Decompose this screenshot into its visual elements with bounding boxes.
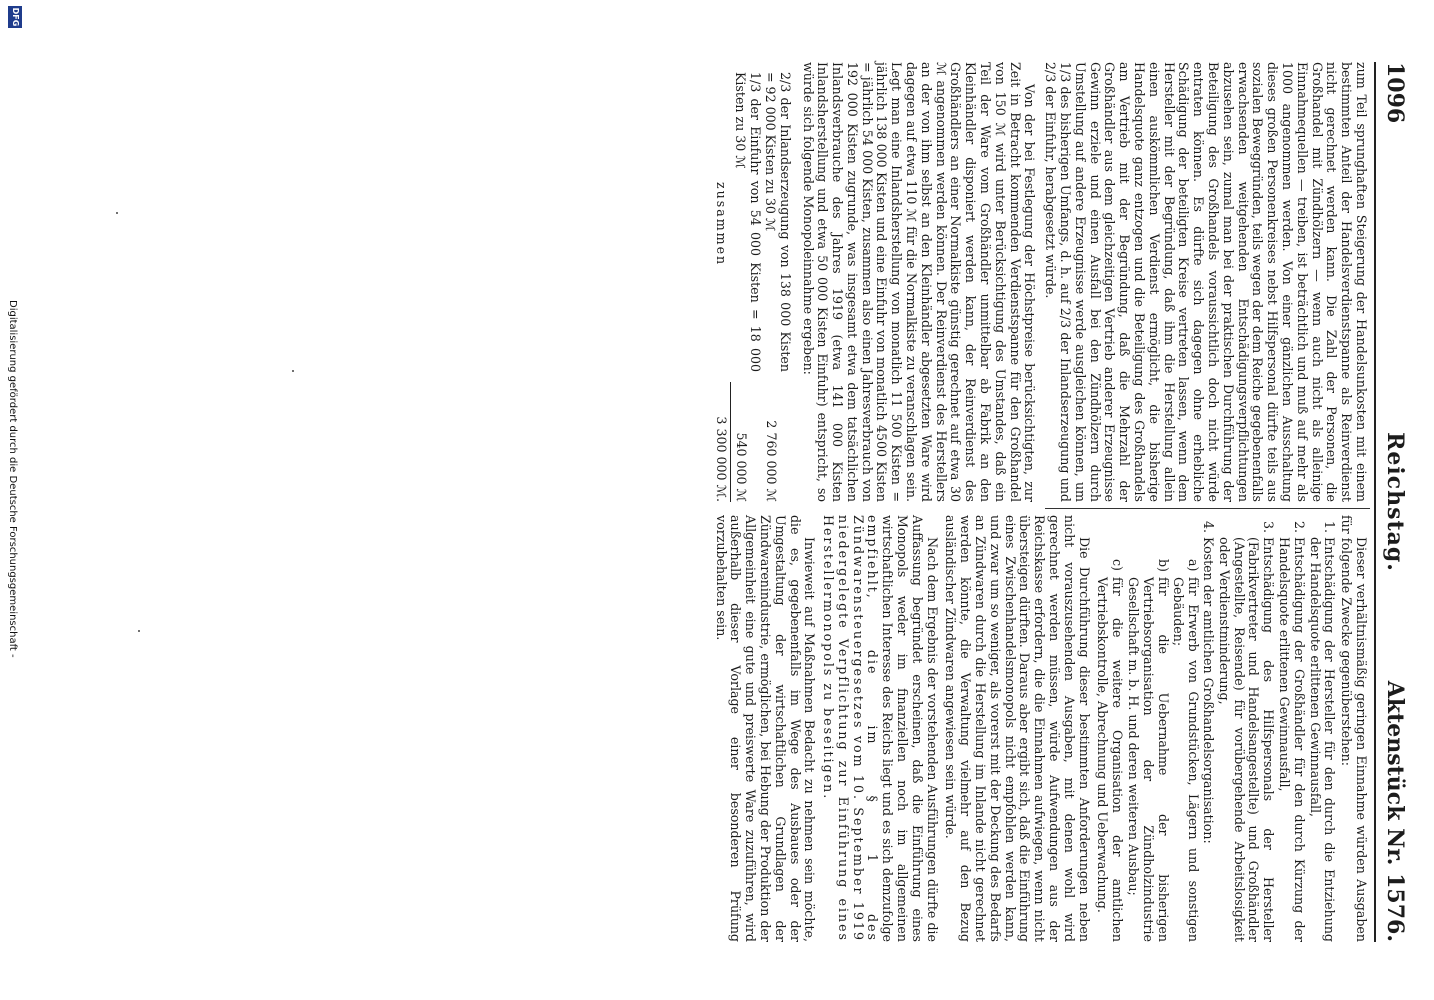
list-item: 3. Entschädigung des Hilfspersonals der Hersteller (Fabrikvertreter und Handelsangestellte) und Großhändler (Angestellte, Reisende) für vorübergehende Arbeitslosigkeit oder Verdienstminderung, [1216,521,1277,942]
left-paragraph-1: zum Teil sprunghaften Steigerung der Handelsunkosten mit einem bestimmten Anteil der Handelsverdienstspanne als Reinverdienst nicht gerechnet werden kann. Die Zahl der Personen, die Großhandel mit Zündhölzern — wenn auch nicht als alleinige Einnahmequellen — treiben, ist beträchtlich und muß auf mehr als 1000 angenommen werden. Von einer gänzlichen Ausschaltung dieses großen Personenkreises nebst Hilfspersonal dürfte teils aus sozialen Beweggründen, teils wegen der dem Reiche gegebenenfalls erwachsenden weitgehenden Entschädigungsverpflichtungen abzusehen sein, zumal man bei der praktischen Durchführung der Beteiligung des Großhandels voraussichtlich doch nicht würde entraten können. Es dürfte sich dagegen ohne erhebliche Schädigung der beteiligten Kreise vertreten lassen, wenn dem Hersteller mit der Begründung, daß ihm die Herstellung allein einen auskömmlichen Verdienst ermöglicht, die bisherige Handelsquote ganz entzogen und die Beteiligung des Großhandels am Vertrieb mit der Begründung, daß die Mehrzahl der Großhändler aus dem gleichzeitigen Vertrieb anderer Erzeugnisse Gewinn erziele und einen Ausfall bei den Zündhölzern durch Umstellung auf andere Erzeugnisse werde ausgleichen können, um 1/3 des bisherigen Umfangs, d. h. auf 2/3 der Inlandserzeugung und 2/3 der Einfuhr, herabgesetzt würde. [1043,62,1369,502]
dfg-logo: DFG [8,6,22,28]
sub-list-item: a) für Erwerb von Grundstücken, Lägern und sonstigen Gebäuden; [1171,559,1202,942]
recommendation-spaced: empfiehlt, die im § 1 des Zündwarensteuergesetzes vom 10. September 1919 niedergelegte Verpflichtung zur Einführung eines Herstellermonopols zu beseitigen. [821,515,881,942]
list-item: 4. Kosten der amtlichen Großhandelsorganisation: a) für Erwerb von Grundstücken, Lägern und sonstigen Gebäuden; b) für die Uebernahme der bisherigen Vertriebsorganisation der Zündholzindustrie Gesellschaft m. b. H. und deren weiteren Ausbau; c) für die weitere Organisation der amtlichen Vertriebskontrolle, Abrechnung und Ueberwachung. [1095,521,1217,942]
calc-row-import-value: 540 000 ℳ [733,432,749,502]
calc-row-total [712,62,728,502]
page-header [1372,62,1414,942]
calc-total-label: zusammen [713,182,729,267]
right-paragraph-2: Die Durchführung dieser bestimmten Anforderungen neben nicht vorauszusehenden Ausgaben, mit denen wohl wird gerechnet werden müssen, würde Aufwendungen aus der Reichskasse erfordern, die die Einnahmen aufwiegen, wenn nicht übersteigen dürften. Daraus aber ergibt sich, daß die Einführung eines Zwischenhandelsmonopols nicht empfohlen werden kann, und zwar um so weniger, als vorerst mit der Deckung des Bedarfs an Zündwaren durch die Herstellung im Inlande nicht gerechnet werden könnte, die Verwaltung vielmehr auf den Bezug ausländischer Zündwaren angewiesen sein würde. [943,515,1092,942]
sub-list-item: b) für die Uebernahme der bisherigen Vertriebsorganisation der Zündholzindustrie Gesellschaft m. b. H. und deren weiteren Ausbau; [1126,559,1171,942]
revenue-calculation [712,62,792,502]
scan-speck [292,370,294,372]
right-intro: Dieser verhältnismäßig geringen Einnahme würden Ausgaben für folgende Zwecke gegenüberstehen: [1339,515,1369,942]
calc-row-domestic-value: 2 760 000 ℳ [763,420,779,502]
scan-speck [138,630,140,632]
header-title: Reichstag. [1382,432,1408,572]
list-item: 1. Entschädigung der Hersteller für den durch die Entziehung der Handelsquote erlittenen Gewinnausfall, [1307,521,1338,942]
header-document-number: Aktenstück Nr. 1576. [1382,680,1408,942]
sub-list-item: c) für die weitere Organisation der amtlichen Vertriebskontrolle, Abrechnung und Ueberwachung. [1095,559,1126,942]
calc-row-import-label: 1/3 der Einfuhr von 54 000 Kisten = 18 000 Kisten zu 30 ℳ [732,72,763,372]
header-rule [1374,62,1376,942]
right-column [713,515,1368,942]
right-paragraph-3: Nach dem Ergebnis der vorstehenden Ausführungen dürfte die Auffassung begründet erscheinen, daß die Einführung eines Monopols weder im finanziellen noch im allgemeinen wirtschaftlichen Interesse des Reichs liegt und es sich demzufolge empfiehlt, die im § 1 des Zündwarensteuergesetzes vom 10. September 1919 niedergelegte Verpflichtung zur Einführung eines Herstellermonopols zu beseitigen. [821,515,940,942]
expense-list [1095,515,1337,942]
calc-sum-rule [730,382,731,502]
right-paragraph-4: Inwieweit auf Maßnahmen Bedacht zu nehmen sein möchte, die es, gegebenenfalls im Wege des Ausbaues oder der Umgestaltung der wirtschaftlichen Grundlagen der Zündwarenindustrie, ermöglichen, bei Hebung der Produktion der Allgemeinheit eine gute und preiswerte Ware zuzuführen, wird außerhalb dieser Vorlage einer besonderen Prüfung vorzubehalten sein. [713,515,818,942]
digitization-credit: Digitalisierung gefördert durch die Deutsche Forschungsgemeinschaft - [7,300,18,658]
column-divider [1045,508,1370,509]
list-item: 2. Entschädigung der Großhändler für den durch Kürzung der Handelsquote erlittenen Gewinnausfall, [1277,521,1307,942]
left-column [712,62,1368,502]
calc-total-value: 3 300 000 ℳ. [713,416,729,502]
calc-row-domestic-label: 2/3 der Inlandserzeugung von 138 000 Kisten = 92 000 Kisten zu 30 ℳ [762,72,793,372]
calc-row-import [732,62,762,502]
left-paragraph-2: Von der bei Festlegung der Höchstpreise berücksichtigten, zur Zeit in Betracht kommenden Verdienstspanne für den Großhandel von 150 ℳ wird unter Berücksichtigung des Umstandes, daß ein Teil der Ware vom Großhändler unmittelbar ab Fabrik an den Kleinhändler disponiert werden kann, der Reinverdienst des Großhändlers an einer Normalkiste günstig gerechnet auf etwa 30 ℳ angenommen werden können. Der Reinverdienst des Herstellers an der von ihm selbst an den Kleinhändler abgesetzten Ware wird dagegen auf etwa 110 ℳ für die Normalkiste zu veranschlagen sein. Legt man eine Inlandsherstellung von monatlich 11 500 Kisten = jährlich 138 000 Kisten und eine Einfuhr von monatlich 4500 Kisten = jährlich 54 000 Kisten, zusammen also einen Jahresverbrauch von 192 000 Kisten zugrunde, was insgesamt etwa dem tatsächlichen Inlandsverbrauche des Jahres 1919 (etwa 141 000 Kisten Inlandsherstellung und etwa 50 000 Kisten Einfuhr) entspricht, so würde sich folgende Monopoleinnahme ergeben: [800,62,1038,502]
page-number: 1096 [1382,62,1408,124]
scan-speck [116,212,118,214]
calc-row-domestic [762,62,792,502]
sub-list [1095,559,1201,942]
